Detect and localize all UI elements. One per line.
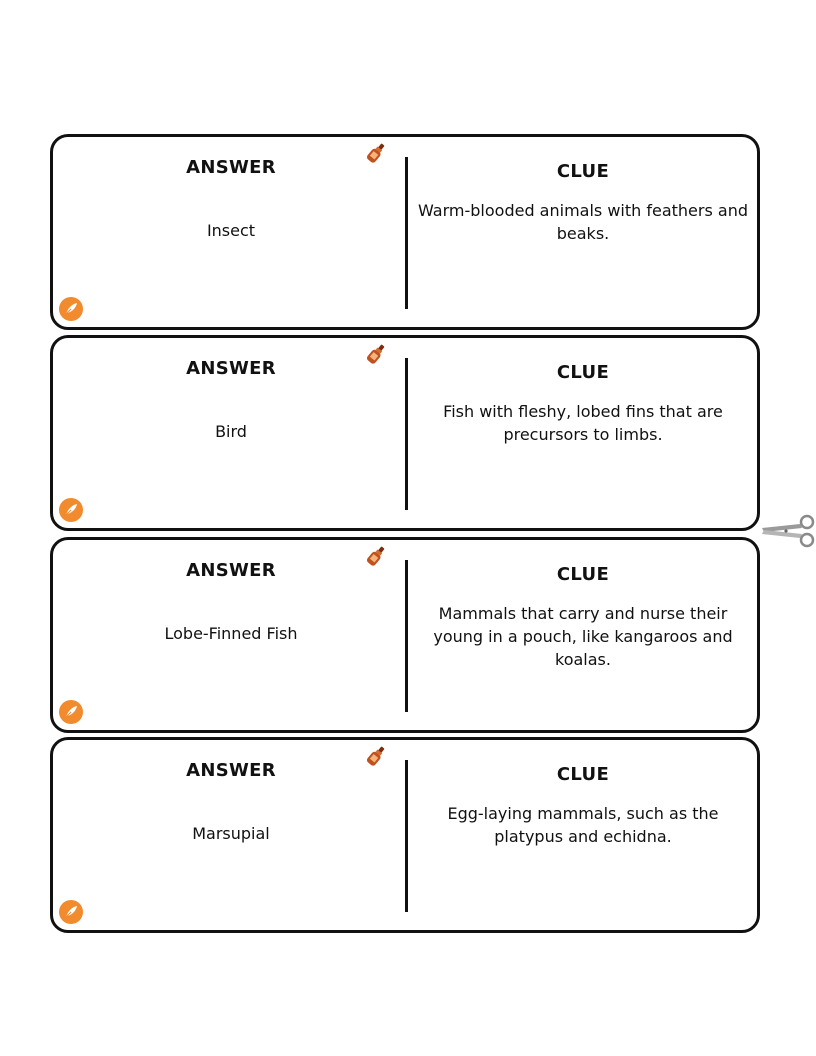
clue-text: Egg-laying mammals, such as the platypus and echidna. — [447, 804, 719, 846]
clue-heading: CLUE — [556, 764, 610, 785]
card-divider — [405, 760, 408, 912]
answer-text: Marsupial — [192, 824, 270, 843]
answer-heading: ANSWER — [186, 157, 276, 178]
clue-text: Warm-blooded animals with feathers and beaks. — [418, 201, 748, 243]
clue-heading: CLUE — [556, 161, 610, 182]
clue-heading: CLUE — [556, 362, 610, 383]
card-2 — [50, 335, 760, 531]
card-4 — [50, 737, 760, 933]
answer-text: Bird — [215, 422, 247, 441]
bottle-icon — [365, 141, 387, 165]
bottle-icon — [365, 744, 387, 768]
card-divider — [405, 358, 408, 510]
answer-heading: ANSWER — [186, 358, 276, 379]
clue-heading: CLUE — [556, 564, 610, 585]
answer-heading: ANSWER — [186, 760, 276, 781]
answer-heading: ANSWER — [186, 560, 276, 581]
scissors-icon — [760, 514, 816, 548]
bottle-icon — [365, 342, 387, 366]
clue-text: Fish with fleshy, lobed fins that are precursors to limbs. — [443, 402, 723, 444]
feather-badge-icon — [59, 297, 83, 321]
card-divider — [405, 157, 408, 309]
feather-badge-icon — [59, 900, 83, 924]
answer-text: Lobe-Finned Fish — [164, 624, 298, 643]
clue-text: Mammals that carry and nurse their young in a pouch, like kangaroos and koalas. — [433, 604, 733, 669]
feather-badge-icon — [59, 700, 83, 724]
card-1 — [50, 134, 760, 330]
answer-text: Insect — [206, 221, 256, 240]
card-3 — [50, 537, 760, 733]
bottle-icon — [365, 544, 387, 568]
card-divider — [405, 560, 408, 712]
feather-badge-icon — [59, 498, 83, 522]
